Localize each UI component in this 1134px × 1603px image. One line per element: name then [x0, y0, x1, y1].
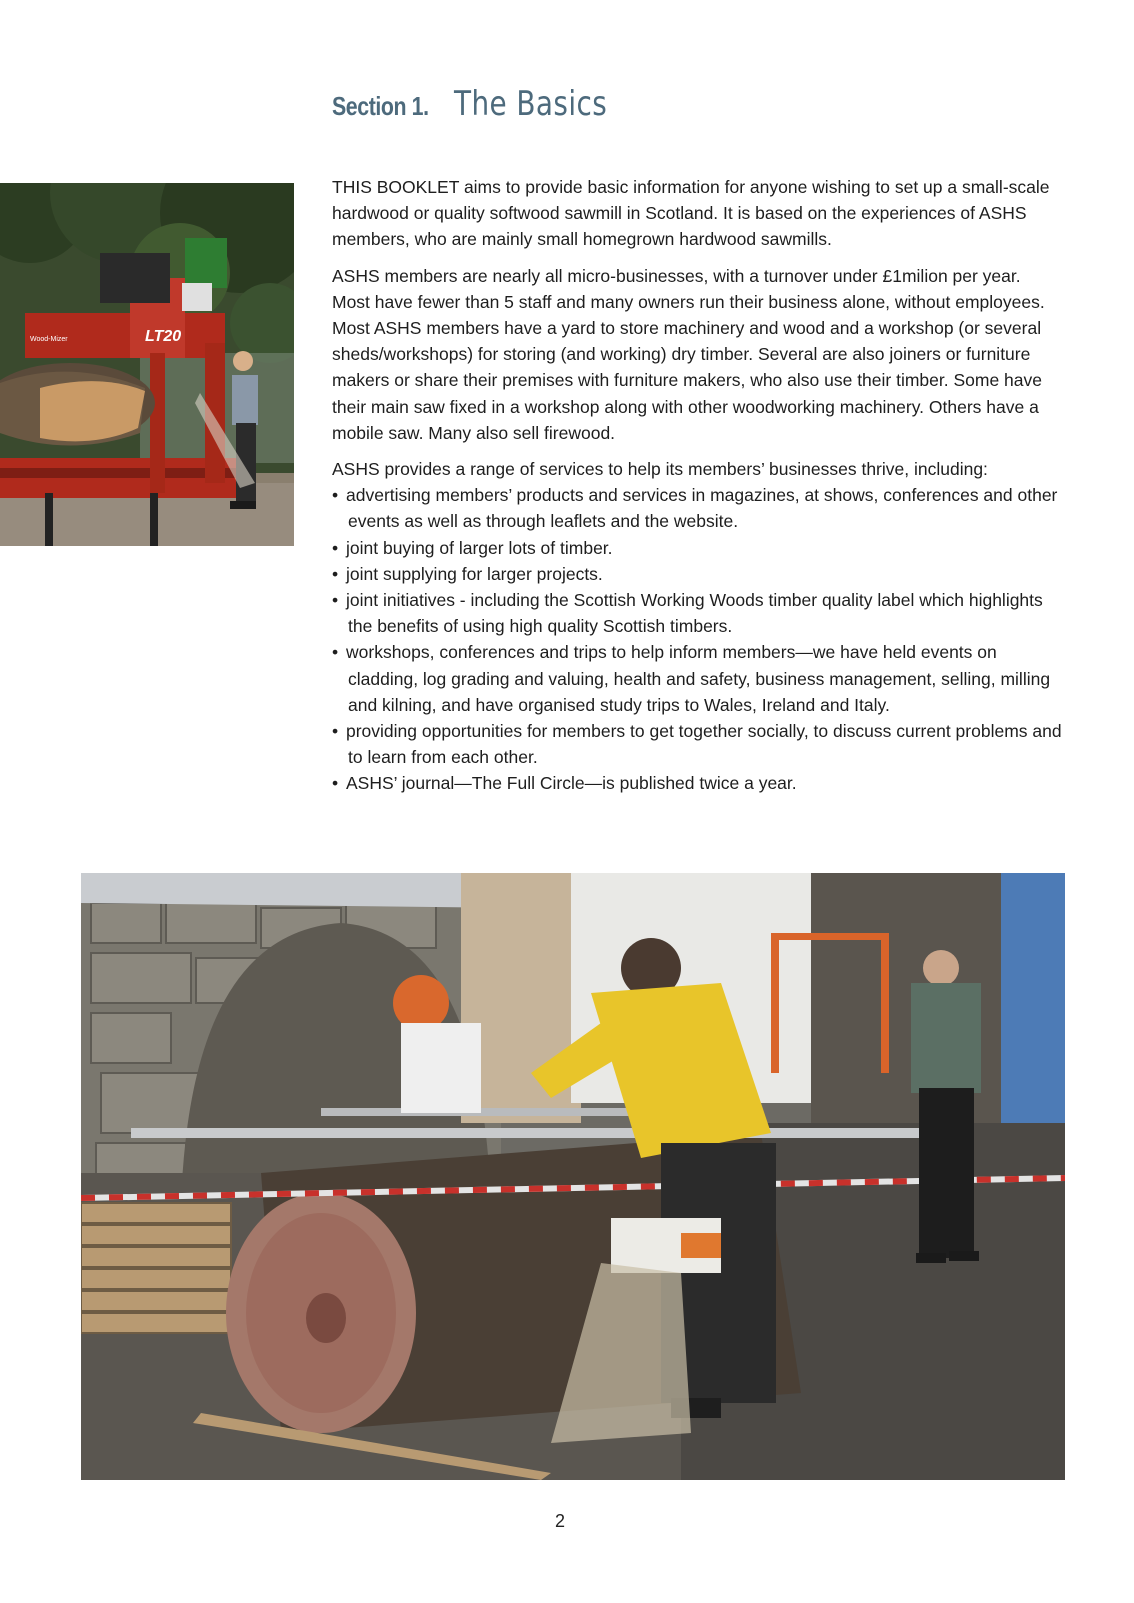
bullet: • — [332, 537, 339, 558]
list-item: • joint supplying for larger projects. — [332, 561, 1062, 587]
section-heading — [332, 84, 641, 134]
section-title: The Basics — [453, 84, 607, 124]
bullet: • — [332, 563, 339, 584]
body-text — [332, 174, 1062, 797]
intro-paragraph-text: aims to provide basic information for anyone wishing to set up a small-scale hardwood or quality softwood sawmill in Scotland. It is based on the experiences of ASHS members, who are mainly small homegrown hardwood sawmills. — [332, 177, 1050, 250]
list-item: • workshops, conferences and trips to help inform members—we have held events on cladding, log grading and valuing, health and safety, business management, selling, milling and kilning, and have organised study trips to Wales, Ireland and Italy. — [332, 639, 1062, 718]
sawmill-photo — [0, 183, 294, 546]
bullet: • — [332, 773, 339, 794]
list-item: • joint buying of larger lots of timber. — [332, 535, 1062, 561]
list-item: • providing opportunities for members to get together socially, to discuss current problems and to learn from each other. — [332, 718, 1062, 770]
section-number: Section 1. — [332, 91, 429, 121]
bullet: • — [332, 642, 339, 663]
bullet: • — [332, 485, 339, 506]
list-item: • joint initiatives - including the Scottish Working Woods timber quality label which highlights the benefits of using high quality Scottish timbers. — [332, 587, 1062, 639]
members-paragraph: ASHS members are nearly all micro-businesses, with a turnover under £1milion per year. Most have fewer than 5 staff and many owners run their business alone, without employees. Most ASHS members have a yard to store machinery and wood and a workshop (or several sheds/workshops) for storing (and working) dry timber. Several are also joiners or furniture makers or share their premises with furniture makers, who also use their timber. Some have their main saw fixed in a workshop along with other woodworking machinery. Others have a mobile saw. Many also sell firewood. — [332, 265, 1045, 443]
intro-paragraph — [332, 174, 1062, 253]
bullet: • — [332, 721, 339, 742]
page-number: 2 — [554, 1511, 565, 1531]
bullet: • — [332, 590, 339, 611]
list-item: • advertising members’ products and services in magazines, at shows, conferences and other events as well as through leaflets and the website. — [332, 482, 1062, 534]
sawmill-model-label: LT20 — [145, 328, 182, 345]
list-item: • ASHS’ journal—The Full Circle—is published twice a year. — [332, 770, 1062, 796]
services-list — [332, 482, 1062, 796]
sawmill-brand-label: Wood-Mizer — [30, 336, 68, 343]
booklet-lead: THIS BOOKLET — [332, 177, 460, 197]
chainsaw-milling-photo — [81, 873, 1065, 1480]
services-intro: ASHS provides a range of services to help its members’ businesses thrive, including: — [332, 459, 988, 480]
